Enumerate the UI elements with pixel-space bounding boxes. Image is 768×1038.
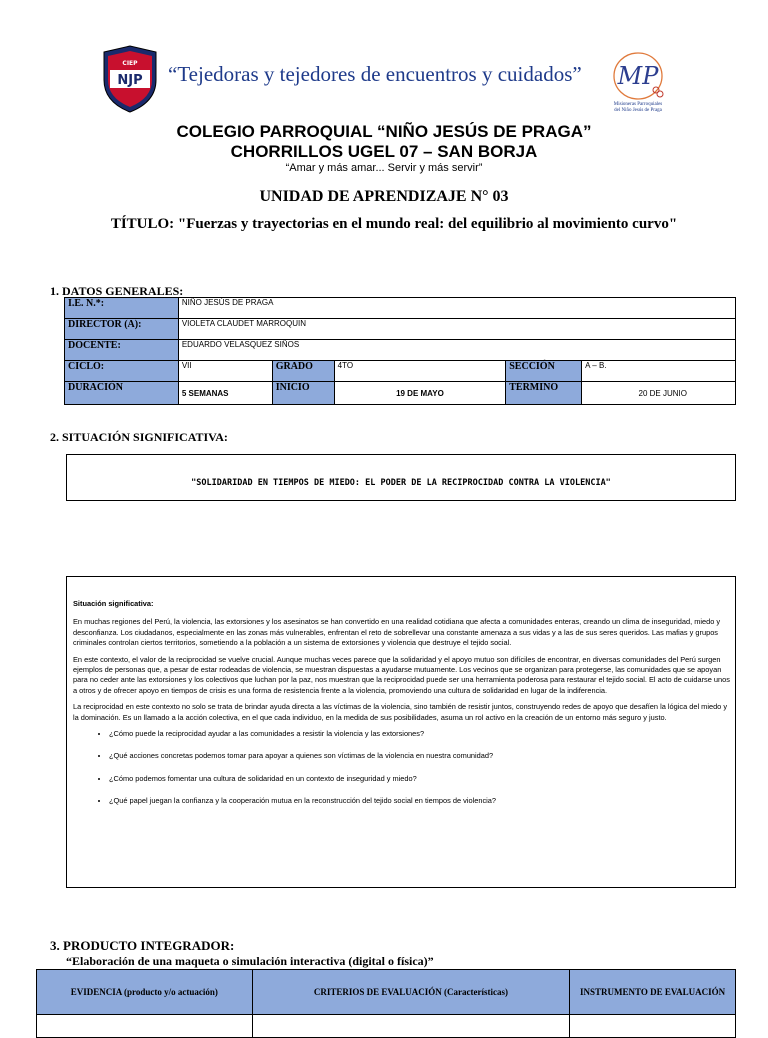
ciclo-value: VII bbox=[178, 361, 272, 382]
question-list bbox=[73, 729, 731, 807]
section-2-heading: 2. SITUACIÓN SIGNIFICATIVA: bbox=[50, 430, 228, 444]
criteria-column-header: CRITERIOS DE EVALUACIÓN (Características) bbox=[252, 970, 570, 1015]
inicio-value: 19 DE MAYO bbox=[334, 382, 506, 405]
question-item: • ¿Qué papel juegan la confianza y la cooperación mutua en la reconstrucción del tejido social en tiempos de violencia? bbox=[109, 796, 731, 806]
situation-body-title: Situación significativa: bbox=[73, 599, 154, 608]
director-value: VIOLETA CLAUDET MARROQUIN bbox=[178, 319, 735, 340]
grado-value: 4TO bbox=[334, 361, 506, 382]
seccion-label: SECCIÓN bbox=[506, 361, 582, 382]
duracion-label: DURACIÓN bbox=[65, 382, 179, 405]
school-location: CHORRILLOS UGEL 07 – SAN BORJA bbox=[230, 142, 538, 161]
table-cell bbox=[252, 1015, 570, 1038]
termino-label: TÉRMINO bbox=[506, 382, 582, 405]
situation-title-box bbox=[66, 454, 736, 501]
docente-label: DOCENTE: bbox=[65, 340, 179, 361]
school-name: COLEGIO PARROQUIAL “NIÑO JESÚS DE PRAGA” bbox=[176, 122, 592, 141]
school-motto: “Tejedoras y tejedores de encuentros y cuidados” bbox=[168, 62, 582, 86]
inicio-label: INICIO bbox=[272, 382, 334, 405]
table-cell bbox=[37, 1015, 253, 1038]
product-subtitle: “Elaboración de una maqueta o simulación interactiva (digital o física)” bbox=[66, 954, 434, 968]
docente-value: EDUARDO VELASQUEZ SIÑOS bbox=[178, 340, 735, 361]
director-label: DIRECTOR (A): bbox=[65, 319, 179, 340]
shield-letters: NJP bbox=[117, 73, 143, 88]
grado-label: GRADO bbox=[272, 361, 334, 382]
evaluation-table bbox=[36, 969, 736, 1038]
ie-value: NIÑO JESÚS DE PRAGA bbox=[178, 298, 735, 319]
section-1-heading: 1. DATOS GENERALES: bbox=[50, 284, 184, 298]
evidence-column-header: EVIDENCIA (producto y/o actuación) bbox=[37, 970, 253, 1015]
ie-label: I.E. N.*: bbox=[65, 298, 179, 319]
duracion-value: 5 SEMANAS bbox=[178, 382, 272, 405]
question-item: • ¿Cómo puede la reciprocidad ayudar a las comunidades a resistir la violencia y las extorsiones? bbox=[109, 729, 731, 739]
question-item: • ¿Qué acciones concretas podemos tomar para apoyar a quienes son víctimas de la violencia en nuestra comunidad? bbox=[109, 751, 731, 761]
seccion-value: A – B. bbox=[582, 361, 736, 382]
termino-value: 20 DE JUNIO bbox=[582, 382, 736, 405]
table-cell bbox=[570, 1015, 736, 1038]
unit-title: TÍTULO: "Fuerzas y trayectorias en el mundo real: del equilibrio al movimiento curvo" bbox=[110, 216, 678, 232]
situation-body-box bbox=[66, 576, 736, 888]
situation-title: "SOLIDARIDAD EN TIEMPOS DE MIEDO: EL PODER DE LA RECIPROCIDAD CONTRA LA VIOLENCIA" bbox=[191, 478, 611, 488]
svg-text:MP: MP bbox=[617, 62, 659, 90]
question-item: • ¿Cómo podemos fomentar una cultura de solidaridad en un contexto de inseguridad y miedo? bbox=[109, 774, 731, 784]
situation-paragraph-2: En este contexto, el valor de la reciprocidad se vuelve crucial. Aunque muchas veces parece que la solidaridad y el apoyo mutuo son difíciles de encontrar, en diversas comunidades del Perú surgen ejemplos de personas que, a pesar de estar rodeadas de violencia, se muestran dispuestas a ayudarse mutuamente. Los vecinos que se organizan para protegerse, las comunidades que se apoyan para no ceder ante las extorsiones y los colectivos que luchan por la paz, nos muestran que la reciprocidad puede ser una herramienta poderosa para restaurar el tejido social. El acto de cuidarse unos a otros y de ofrecer apoyo en tiempos de crisis es una forma de resistencia frente a la violencia, promoviendo una cultura de solidaridad en lugar de la indiferencia. bbox=[73, 654, 730, 695]
situation-paragraph-3: La reciprocidad en este contexto no solo se trata de brindar ayuda directa a las víctimas de la violencia, sino también de resistir juntos, construyendo redes de apoyo que desafíen la lógica del miedo y la dominación. Es un llamado a la acción colectiva, en el que cada individuo, en la medida de sus posibilidades, asuma un rol activo en la creación de un entorno más seguro y justo. bbox=[73, 702, 728, 722]
instrument-column-header: INSTRUMENTO DE EVALUACIÓN bbox=[570, 970, 736, 1015]
unit-number: UNIDAD DE APRENDIZAJE N° 03 bbox=[259, 188, 509, 205]
school-tagline: “Amar y más amar... Servir y más servir” bbox=[285, 162, 483, 174]
general-data-table bbox=[64, 297, 736, 405]
school-shield-logo bbox=[100, 44, 160, 114]
ciclo-label: CICLO: bbox=[65, 361, 179, 382]
shield-top-text: CIEP bbox=[122, 60, 138, 67]
situation-paragraph-1: En muchas regiones del Perú, la violencia, las extorsiones y los asesinatos se han convertido en una realidad cotidiana que afecta a comunidades enteras, creando un clima de inseguridad, miedo y desconfianza. Los ciudadanos, especialmente en las zonas más vulnerables, enfrentan el reto de sobrellevar una constante amenaza a sus vidas y a las de sus seres queridos. Las mafias y grupos criminales controlan ciertos territorios, sometiendo a la población a un sistema de extorsiones y violencia que destruye el tejido social. bbox=[73, 617, 721, 648]
section-3-heading: 3. PRODUCTO INTEGRADOR: bbox=[50, 938, 235, 953]
mp-logo-caption: Misioneras Parroquiales del Niño Jesús de Praga bbox=[613, 102, 663, 113]
